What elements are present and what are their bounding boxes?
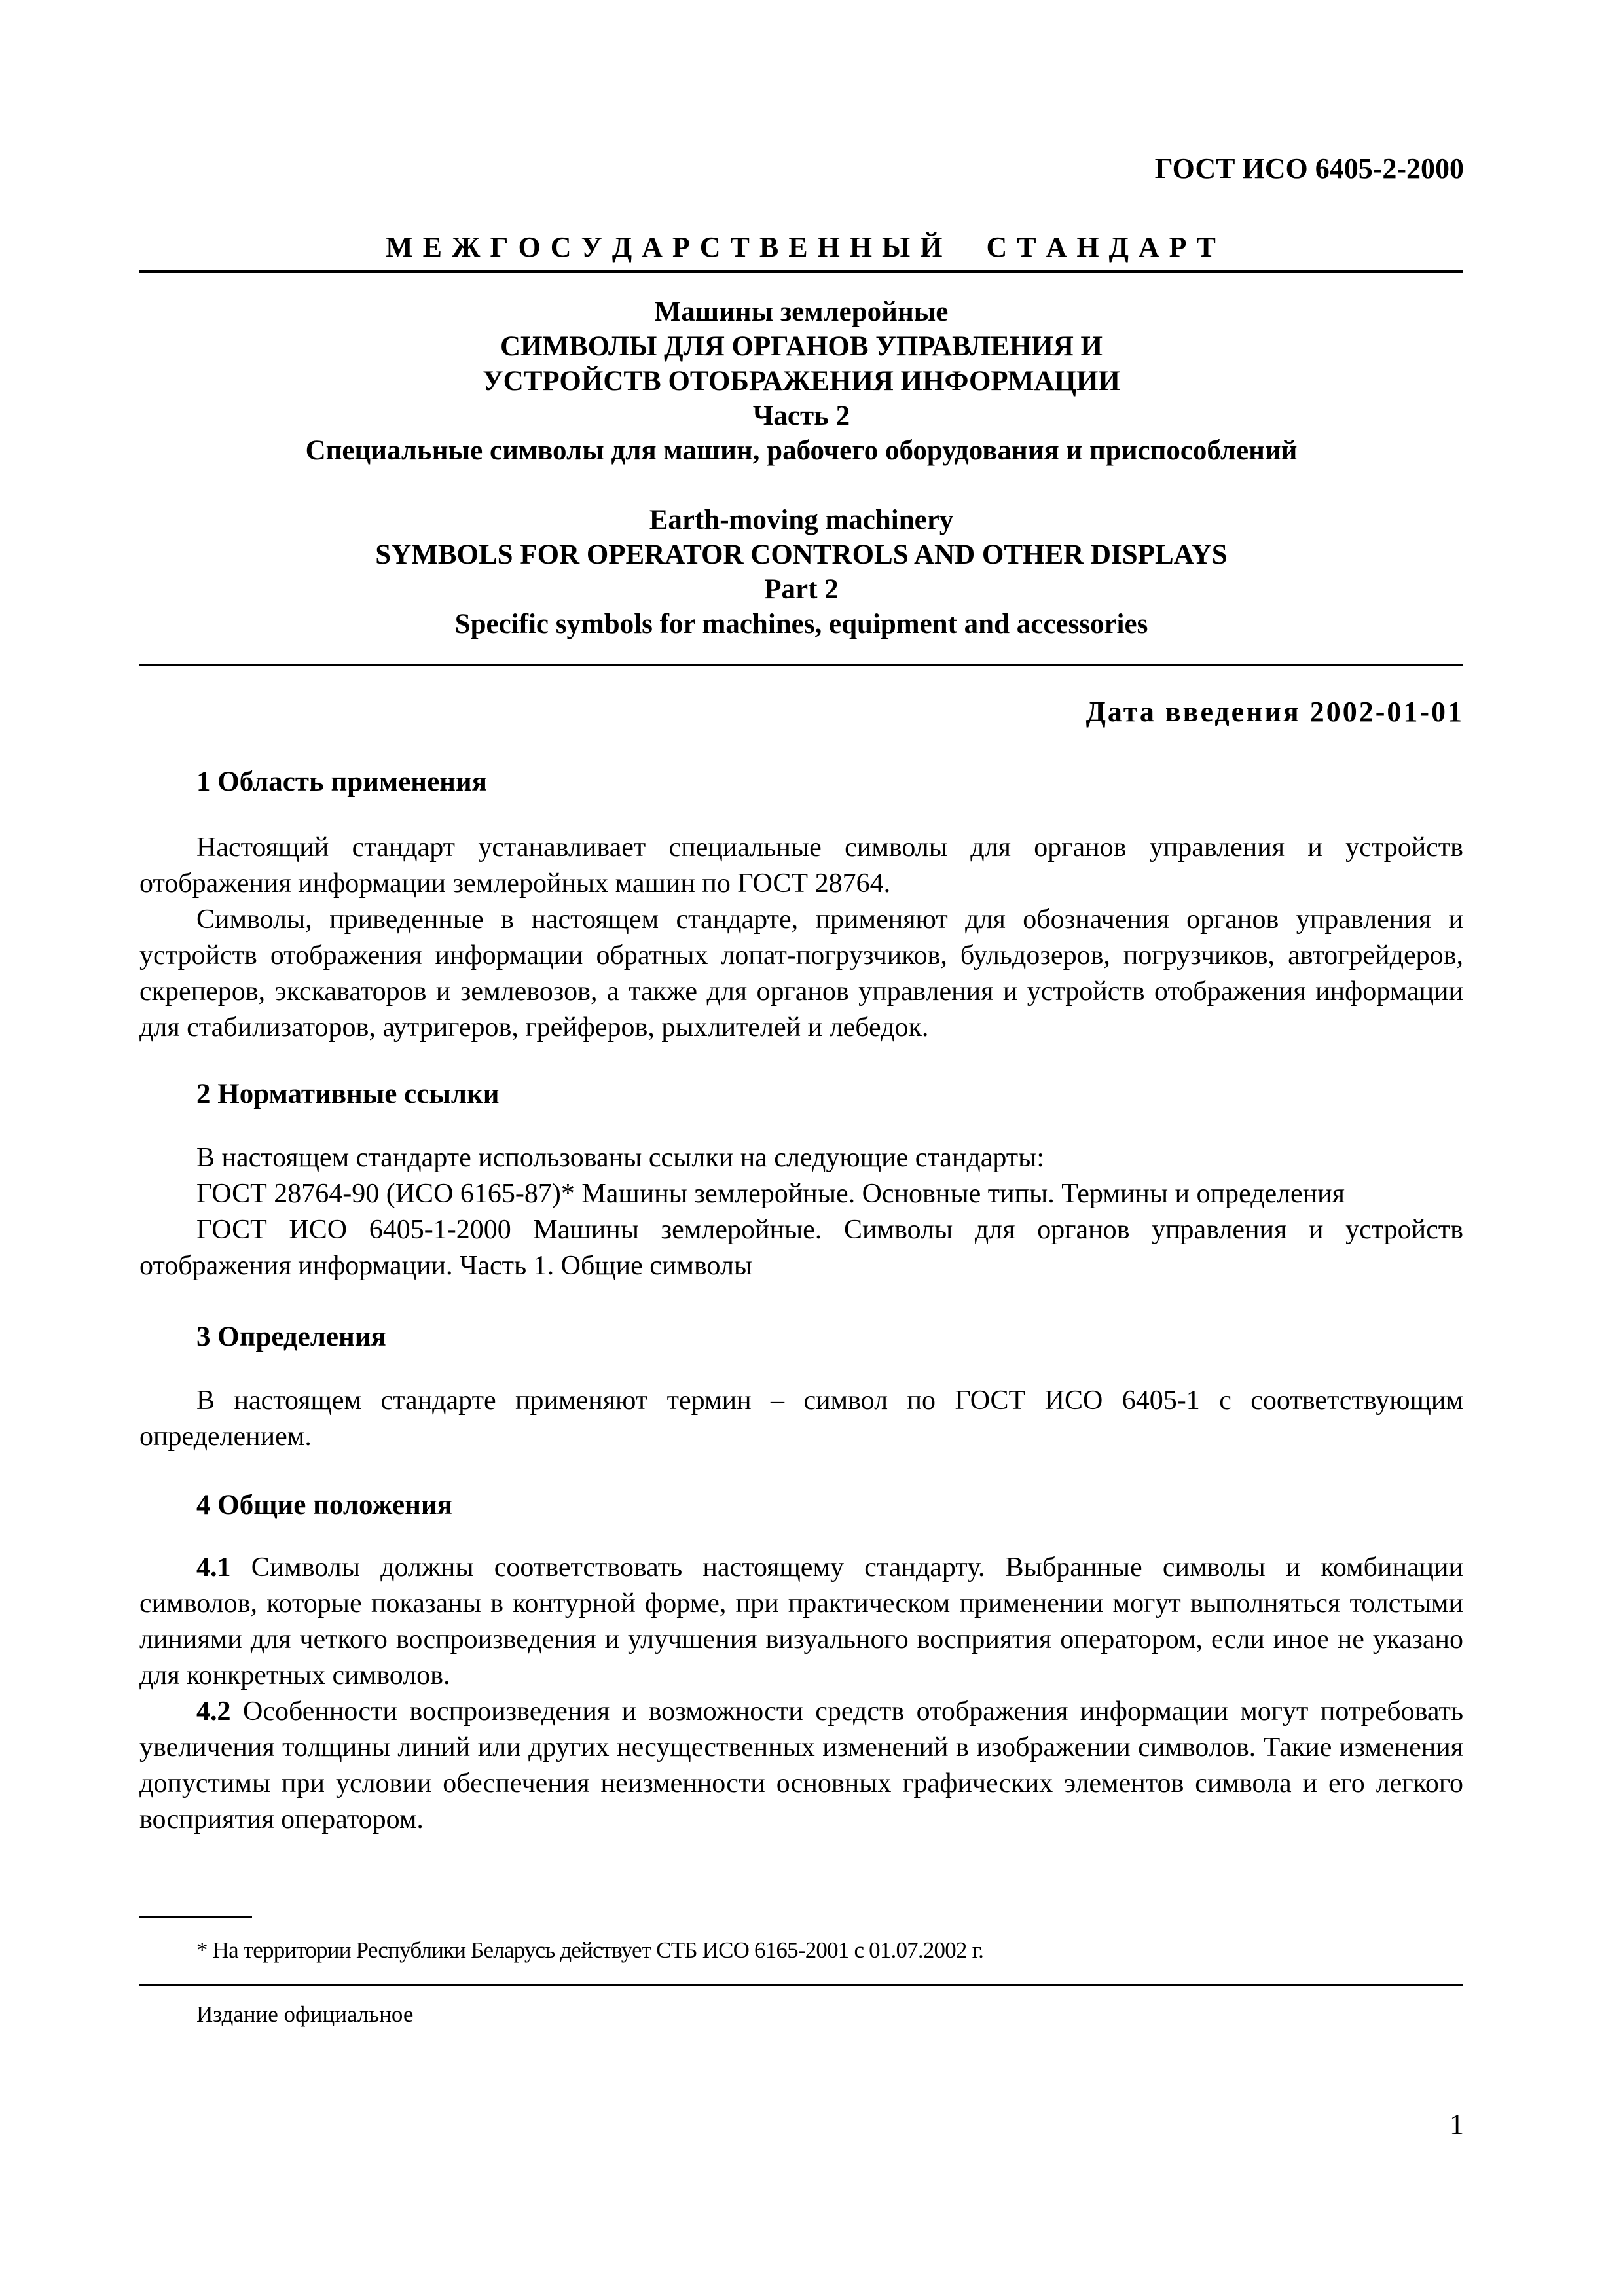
edition-label: Издание официальное [196, 2001, 414, 2027]
standard-type: М Е Ж Г О С У Д А Р С Т В Е Н Н Ы Й С Т А Н Д А Р Т [386, 231, 1217, 263]
section-2-body [139, 1140, 1463, 1284]
title-ru [139, 295, 1463, 468]
section-4-body [139, 1550, 1463, 1838]
section-1-body [139, 830, 1463, 1046]
title-en-line4: Specific symbols for machines, equipment and accessories [454, 609, 1148, 639]
clause-4-2-number: 4.2 [196, 1696, 231, 1727]
title-en-line3: Part 2 [764, 574, 839, 605]
title-en [139, 503, 1463, 641]
header-rule [139, 270, 1463, 273]
section-1-paragraph-1: Настоящий стандарт устанавливает специальные символы для органов управления и устройств отображения информации землеройных машин по ГОСТ 28764. [139, 833, 1463, 899]
title-en-line1: Earth-moving machinery [649, 505, 954, 535]
title-ru-line5: Специальные символы для машин, рабочего оборудования и приспособлений [305, 435, 1298, 466]
section-4-heading: 4 Общие положения [196, 1490, 452, 1520]
title-ru-line3: УСТРОЙСТВ ОТОБРАЖЕНИЯ ИНФОРМАЦИИ [483, 366, 1120, 397]
section-2-reference-2: ГОСТ ИСО 6405-1-2000 Машины землеройные. Символы для органов управления и устройств отображения информации. Часть 1. Общие символы [139, 1215, 1463, 1281]
section-2-heading: 2 Нормативные ссылки [196, 1079, 500, 1109]
page-number: 1 [1450, 2108, 1464, 2140]
section-2-reference-1: ГОСТ 28764-90 (ИСО 6165-87)* Машины землеройные. Основные типы. Термины и определения [196, 1179, 1345, 1209]
title-en-line2: SYMBOLS FOR OPERATOR CONTROLS AND OTHER DISPLAYS [375, 539, 1228, 570]
section-2-paragraph-1: В настоящем стандарте использованы ссылки на следующие стандарты: [196, 1143, 1045, 1173]
section-1-heading: 1 Область применения [196, 766, 487, 797]
clause-4-2 [139, 1694, 1463, 1838]
title-rule [139, 664, 1463, 666]
footnote: * На территории Республики Беларусь действует СТБ ИСО 6165-2001 с 01.07.2002 г. [196, 1937, 984, 1963]
clause-4-1-number: 4.1 [196, 1552, 231, 1583]
document-id: ГОСТ ИСО 6405-2-2000 [1154, 152, 1464, 185]
section-3-paragraph-1: В настоящем стандарте применяют термин – символ по ГОСТ ИСО 6405-1 с соответствующим определением. [139, 1386, 1463, 1452]
section-3-heading: 3 Определения [196, 1321, 386, 1352]
clause-4-1 [139, 1550, 1463, 1694]
clause-4-2-text: Особенности воспроизведения и возможности средств отображения информации могут потребовать увеличения толщины линий или других несущественных изменений в изображении символов. Такие изменения допустимы при условии обеспечения неизменности основных графических элементов символа и его легкого восприятия оператором. [139, 1696, 1463, 1835]
section-3-body [139, 1383, 1463, 1455]
section-1-paragraph-2: Символы, приведенные в настоящем стандарте, применяют для обозначения органов управления и устройств отображения информации обратных лопат-погрузчиков, бульдозеров, погрузчиков, автогрейдеров, скреперов, экскаваторов и землевозов, а также для органов управления и устройств отображения информации для стабилизаторов, аутригеров, грейферов, рыхлителей и лебедок. [139, 905, 1463, 1043]
title-ru-line1: Машины землеройные [654, 296, 949, 327]
footnote-rule [139, 1916, 252, 1918]
footer-rule [139, 1984, 1463, 1986]
title-ru-line2: СИМВОЛЫ ДЛЯ ОРГАНОВ УПРАВЛЕНИЯ И [500, 331, 1103, 362]
intro-date: Дата введения 2002-01-01 [1085, 696, 1464, 728]
title-ru-line4: Часть 2 [752, 401, 850, 431]
clause-4-1-text: Символы должны соответствовать настоящему стандарту. Выбранные символы и комбинации символов, которые показаны в контурной форме, при практическом применении могут выполняться толстыми линиями для четкого воспроизведения и улучшения визуального восприятия оператором, если иное не указано для конкретных символов. [139, 1552, 1463, 1691]
